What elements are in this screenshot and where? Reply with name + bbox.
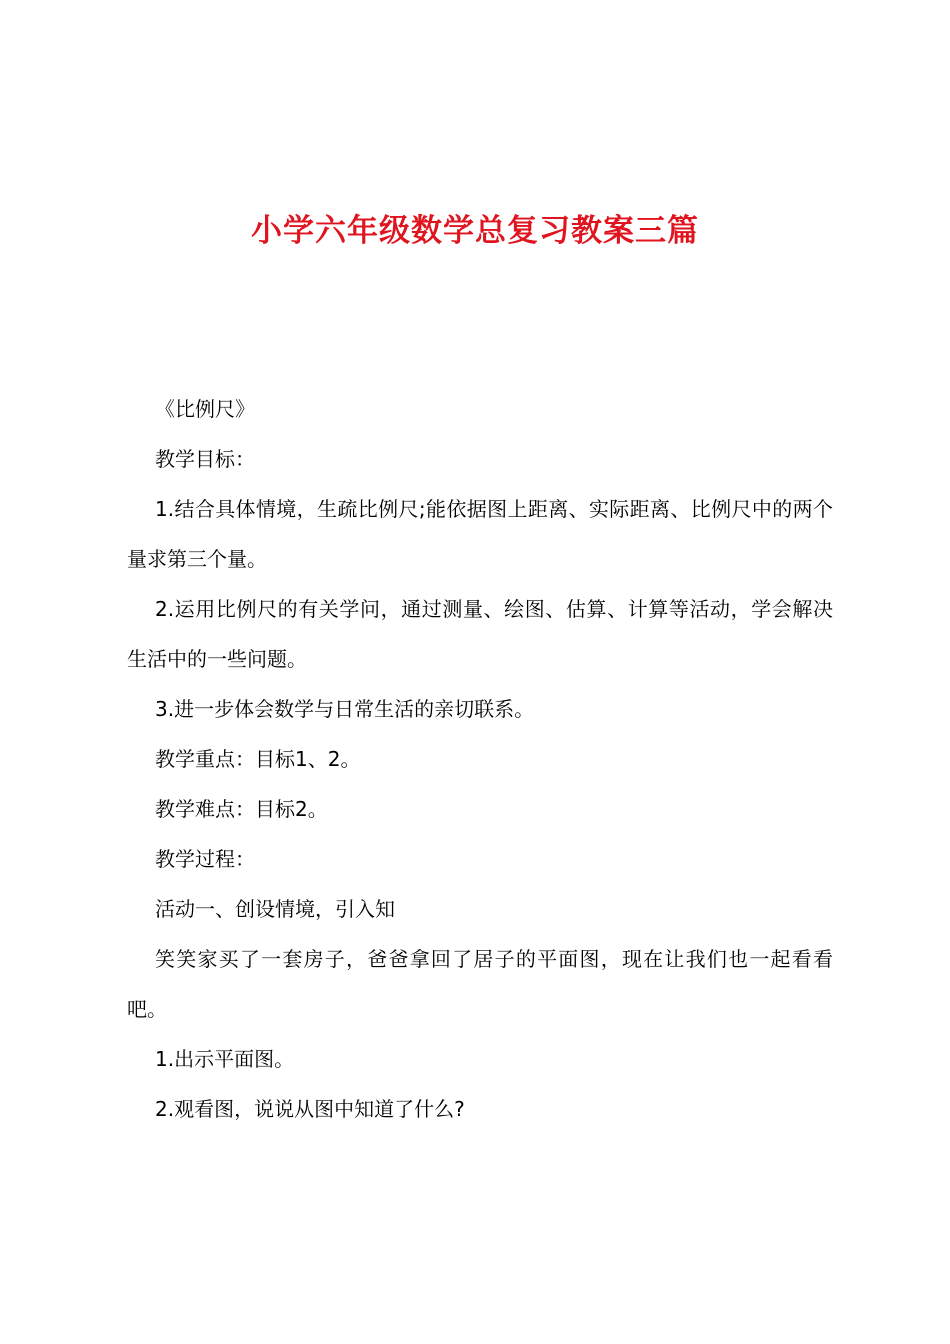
section-heading: 《比例尺》: [155, 397, 255, 421]
paragraph: 3.进一步体会数学与日常生活的亲切联系。: [155, 697, 535, 721]
document-body: [127, 384, 833, 1134]
paragraph: 2.运用比例尺的有关学问，通过测量、绘图、估算、计算等活动，学会解决生活中的一些问题。: [127, 597, 833, 671]
paragraph: 教学重点：目标1、2。: [155, 747, 361, 771]
paragraph: 2.观看图，说说从图中知道了什么?: [155, 1097, 465, 1121]
paragraph: 教学目标：: [155, 447, 255, 471]
paragraph: 教学过程：: [155, 847, 255, 871]
paragraph: 1.出示平面图。: [155, 1047, 295, 1071]
paragraph: 教学难点：目标2。: [155, 797, 328, 821]
document-title: 小学六年级数学总复习教案三篇: [251, 213, 699, 249]
paragraph: 1.结合具体情境，生疏比例尺;能依据图上距离、实际距离、比例尺中的两个量求第三个量。: [127, 497, 833, 571]
paragraph: 笑笑家买了一套房子，爸爸拿回了居子的平面图，现在让我们也一起看看吧。: [127, 947, 833, 1021]
paragraph: 活动一、创设情境，引入知: [155, 897, 395, 921]
